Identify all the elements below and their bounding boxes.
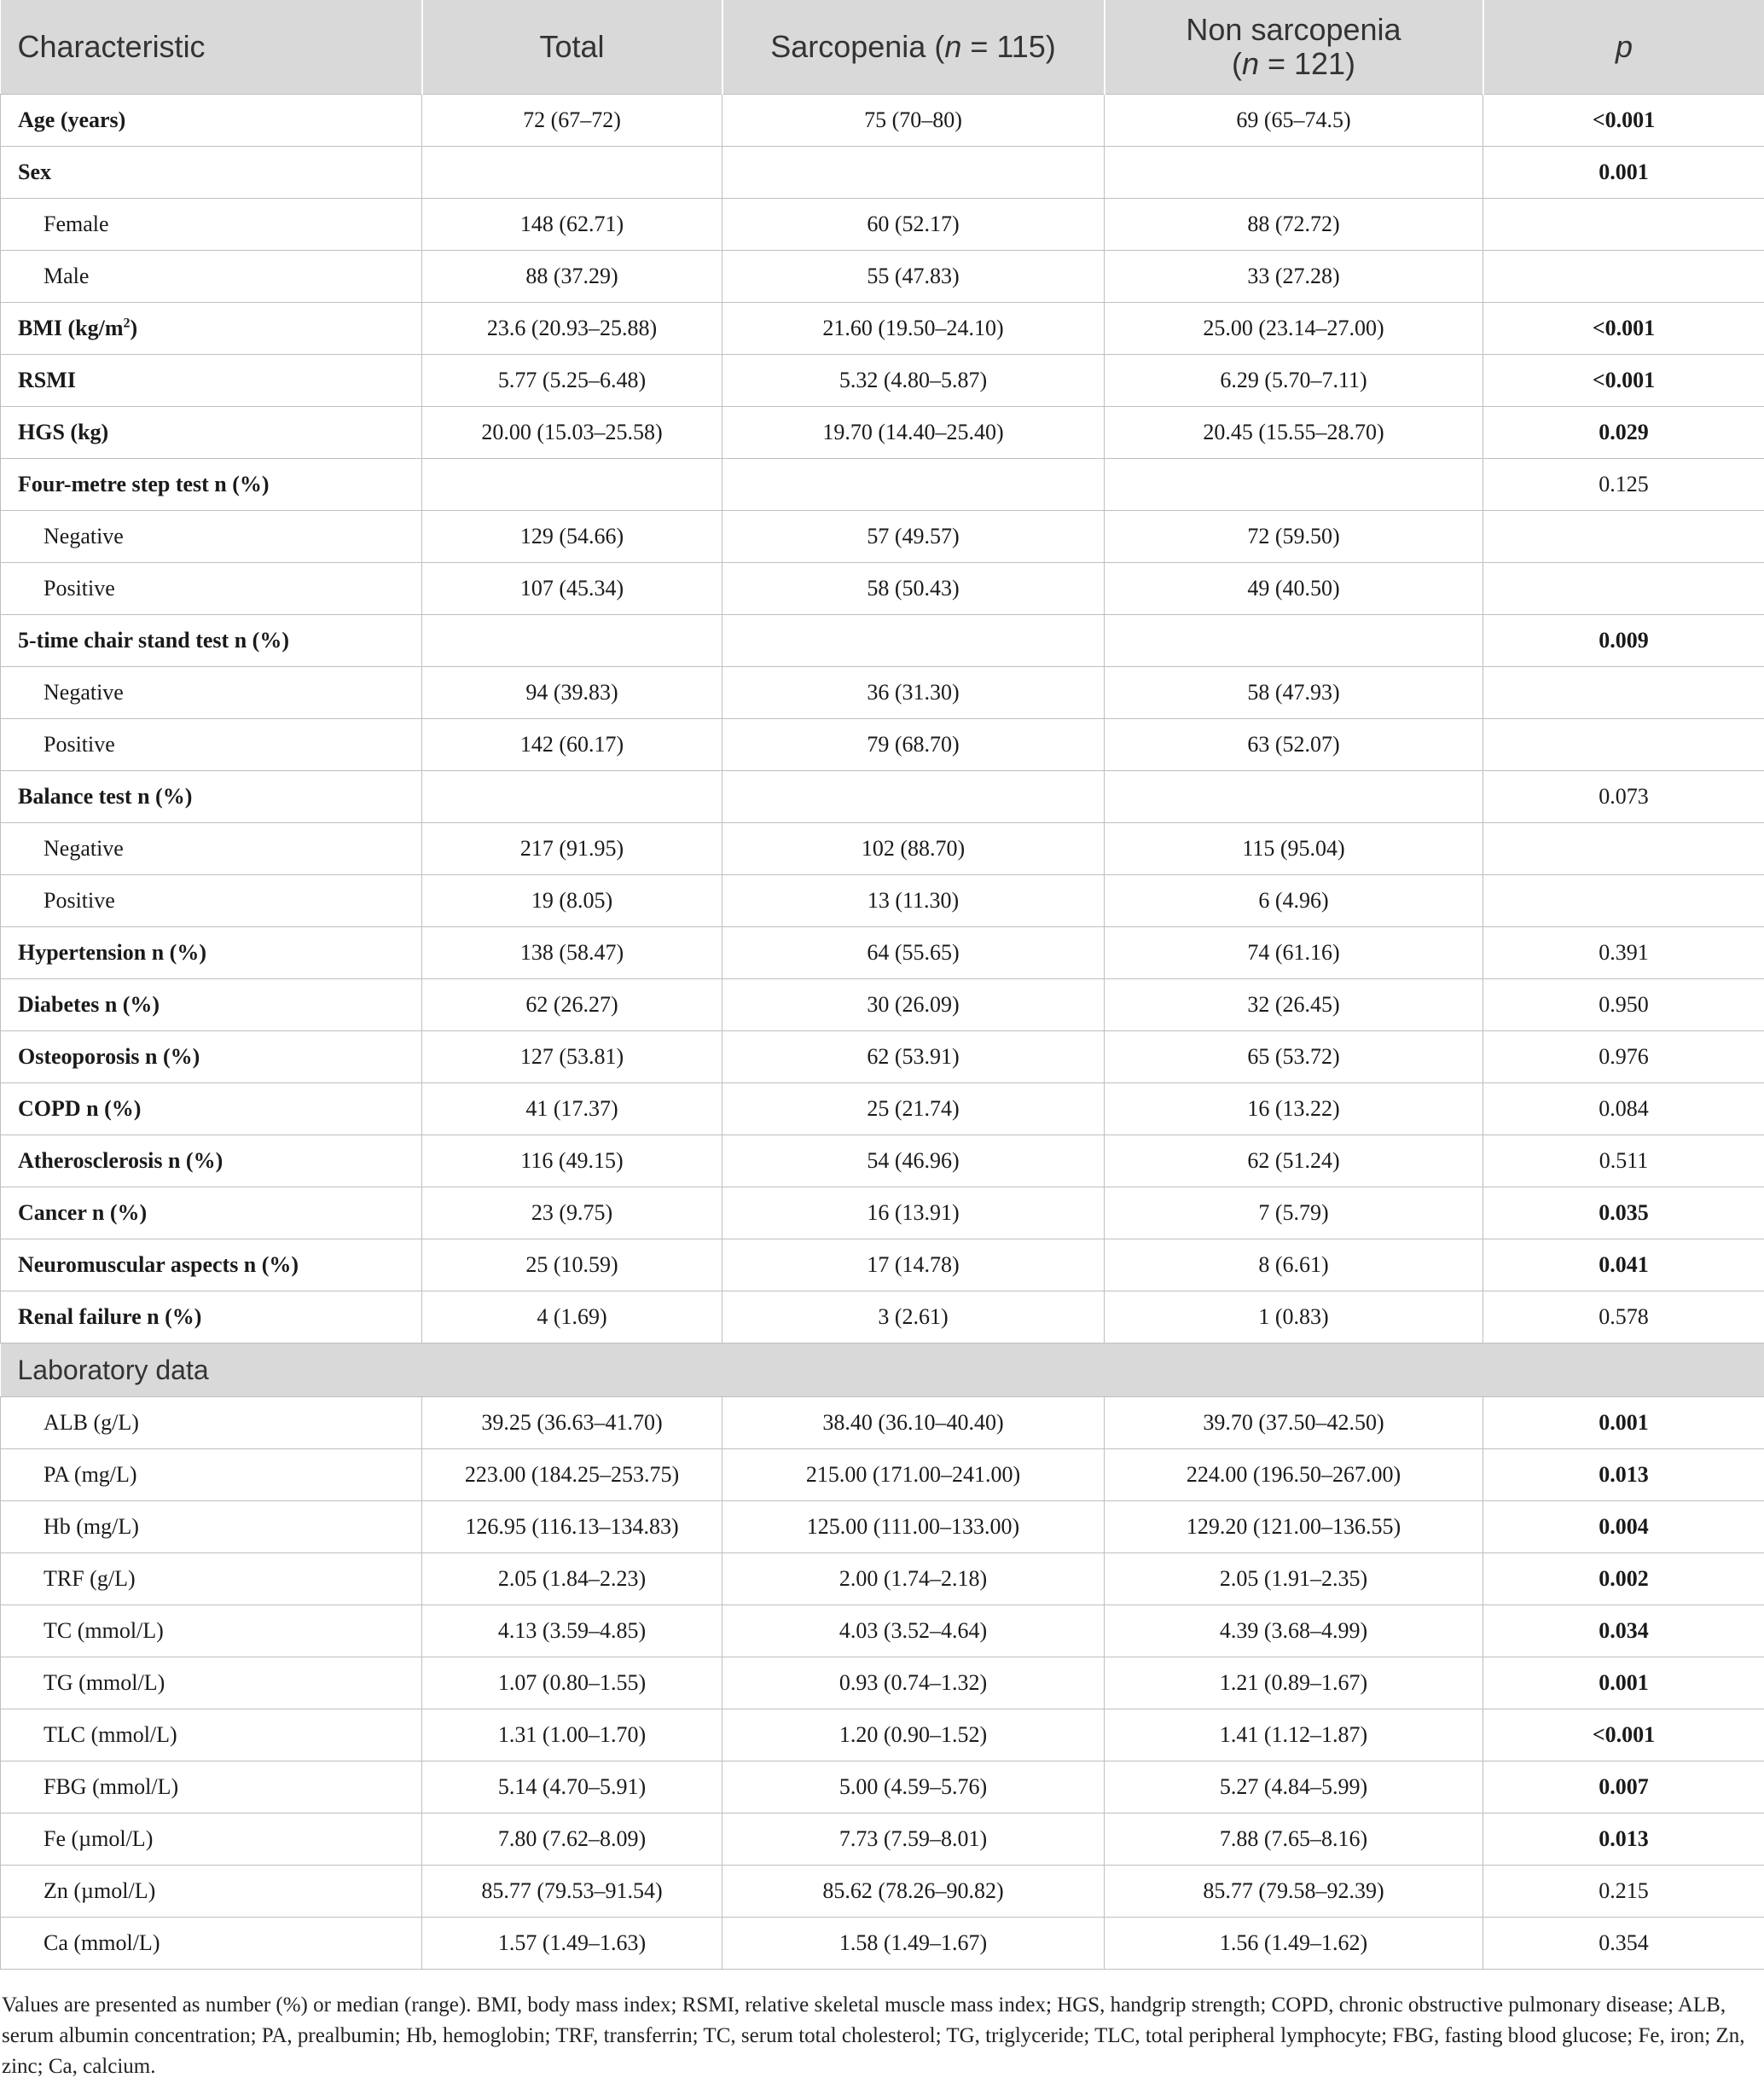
table-row: [1, 355, 1764, 407]
sarcopenia-cell: [722, 459, 1105, 511]
header-characteristic: Characteristic: [1, 0, 422, 95]
table-row: [1, 1187, 1764, 1239]
total-cell: 72 (67–72): [422, 95, 722, 147]
p-value-cell: 0.035: [1483, 1187, 1764, 1239]
table-row: [1, 303, 1764, 355]
sarcopenia-cell: 38.40 (36.10–40.40): [722, 1397, 1105, 1449]
total-cell: 5.14 (4.70–5.91): [422, 1761, 722, 1814]
total-cell: [422, 147, 722, 199]
total-cell: 223.00 (184.25–253.75): [422, 1449, 722, 1501]
p-value-cell: 0.013: [1483, 1814, 1764, 1866]
header-sarcopenia-prefix: Sarcopenia (: [770, 29, 945, 64]
row-label-superscript: 2: [123, 316, 131, 331]
non-sarcopenia-cell: 85.77 (79.58–92.39): [1105, 1866, 1483, 1918]
non-sarcopenia-cell: 1.41 (1.12–1.87): [1105, 1709, 1483, 1761]
p-value-cell: 0.004: [1483, 1501, 1764, 1553]
sarcopenia-cell: 64 (55.65): [722, 927, 1105, 979]
total-cell: 94 (39.83): [422, 667, 722, 719]
row-label-text: FBG (mmol/L): [44, 1774, 179, 1799]
sarcopenia-cell: 30 (26.09): [722, 979, 1105, 1031]
total-cell: 7.80 (7.62–8.09): [422, 1814, 722, 1866]
p-value-cell: 0.391: [1483, 927, 1764, 979]
sarcopenia-cell: 13 (11.30): [722, 875, 1105, 927]
table-row: [1, 615, 1764, 667]
row-label: [1, 1397, 422, 1449]
row-label: [1, 1605, 422, 1657]
total-cell: 1.31 (1.00–1.70): [422, 1709, 722, 1761]
table-row: [1, 1501, 1764, 1553]
sarcopenia-cell: 5.00 (4.59–5.76): [722, 1761, 1105, 1814]
non-sarcopenia-cell: 72 (59.50): [1105, 511, 1483, 563]
sarcopenia-cell: 1.58 (1.49–1.67): [722, 1918, 1105, 1970]
row-label-text: Positive: [44, 888, 115, 913]
p-value-cell: 0.125: [1483, 459, 1764, 511]
row-label: [1, 1291, 422, 1343]
sarcopenia-cell: 1.20 (0.90–1.52): [722, 1709, 1105, 1761]
header-sarcopenia-suffix: = 115): [961, 29, 1056, 64]
non-sarcopenia-cell: 39.70 (37.50–42.50): [1105, 1397, 1483, 1449]
p-value-cell: 0.009: [1483, 615, 1764, 667]
table-row: [1, 1761, 1764, 1814]
row-label: [1, 355, 422, 407]
total-cell: 126.95 (116.13–134.83): [422, 1501, 722, 1553]
row-label: [1, 1187, 422, 1239]
table-row: [1, 1135, 1764, 1187]
total-cell: [422, 615, 722, 667]
p-value-cell: <0.001: [1483, 303, 1764, 355]
row-label: [1, 1501, 422, 1553]
total-cell: 107 (45.34): [422, 563, 722, 615]
p-value-cell: 0.002: [1483, 1553, 1764, 1605]
row-label-text: Cancer n (%): [18, 1200, 148, 1225]
sarcopenia-cell: 2.00 (1.74–2.18): [722, 1553, 1105, 1605]
sarcopenia-cell: 60 (52.17): [722, 199, 1105, 251]
p-value-cell: 0.001: [1483, 1657, 1764, 1709]
table-row: [1, 1239, 1764, 1291]
sarcopenia-cell: [722, 615, 1105, 667]
row-label-text: Ca (mmol/L): [44, 1930, 160, 1955]
section-label: Laboratory data: [1, 1343, 1764, 1397]
p-value-cell: [1483, 511, 1764, 563]
non-sarcopenia-cell: 69 (65–74.5): [1105, 95, 1483, 147]
sarcopenia-cell: 79 (68.70): [722, 719, 1105, 771]
row-label: [1, 1449, 422, 1501]
total-cell: 23 (9.75): [422, 1187, 722, 1239]
total-cell: 39.25 (36.63–41.70): [422, 1397, 722, 1449]
p-value-cell: <0.001: [1483, 355, 1764, 407]
table-row: [1, 95, 1764, 147]
row-label-text: Sex: [18, 160, 51, 184]
p-value-cell: 0.041: [1483, 1239, 1764, 1291]
p-value-cell: 0.007: [1483, 1761, 1764, 1814]
total-cell: 62 (26.27): [422, 979, 722, 1031]
row-label-text: Osteoporosis n (%): [18, 1044, 200, 1069]
sarcopenia-cell: 75 (70–80): [722, 95, 1105, 147]
p-value-cell: [1483, 199, 1764, 251]
table-header: [1, 0, 1764, 95]
non-sarcopenia-cell: 74 (61.16): [1105, 927, 1483, 979]
sarcopenia-cell: 54 (46.96): [722, 1135, 1105, 1187]
p-value-cell: 0.950: [1483, 979, 1764, 1031]
row-label-text: Age (years): [18, 107, 126, 132]
total-cell: 41 (17.37): [422, 1083, 722, 1135]
row-label-text: Neuromuscular aspects n (%): [18, 1252, 299, 1277]
row-label: [1, 303, 422, 355]
total-cell: 20.00 (15.03–25.58): [422, 407, 722, 459]
row-label-text: Balance test n (%): [18, 784, 193, 809]
row-label: [1, 1135, 422, 1187]
p-value-cell: 0.084: [1483, 1083, 1764, 1135]
row-label: [1, 1239, 422, 1291]
total-cell: 129 (54.66): [422, 511, 722, 563]
sarcopenia-cell: 16 (13.91): [722, 1187, 1105, 1239]
row-label: [1, 563, 422, 615]
row-label-text: BMI (kg/m: [18, 316, 124, 340]
table-row: [1, 147, 1764, 199]
total-cell: 1.57 (1.49–1.63): [422, 1918, 722, 1970]
table-row: [1, 875, 1764, 927]
row-label: [1, 1083, 422, 1135]
row-label-text: HGS (kg): [18, 420, 109, 444]
total-cell: 4.13 (3.59–4.85): [422, 1605, 722, 1657]
p-value-cell: [1483, 563, 1764, 615]
non-sarcopenia-cell: 129.20 (121.00–136.55): [1105, 1501, 1483, 1553]
row-label: [1, 1709, 422, 1761]
p-value-cell: 0.215: [1483, 1866, 1764, 1918]
sarcopenia-cell: 5.32 (4.80–5.87): [722, 355, 1105, 407]
sarcopenia-cell: 215.00 (171.00–241.00): [722, 1449, 1105, 1501]
sarcopenia-cell: 7.73 (7.59–8.01): [722, 1814, 1105, 1866]
row-label: [1, 1553, 422, 1605]
total-cell: 116 (49.15): [422, 1135, 722, 1187]
table-footnote: Values are presented as number (%) or median (range). BMI, body mass index; RSMI, relative skeletal muscle mass index; HGS, handgrip strength; COPD, chronic obstructive pulmonary disease; ALB, serum albumin concentration; PA, prealbumin; Hb, hemoglobin; TRF, transferrin; TC, serum total cholesterol; TG, triglyceride; TLC, total peripheral lymphocyte; FBG, fasting blood glucose; Fe, iron; Zn, zinc; Ca, calcium.: [2, 1993, 1745, 2078]
sarcopenia-cell: [722, 147, 1105, 199]
total-cell: 23.6 (20.93–25.88): [422, 303, 722, 355]
row-label: [1, 199, 422, 251]
row-label-text: Positive: [44, 732, 115, 757]
non-sarcopenia-cell: 115 (95.04): [1105, 823, 1483, 875]
row-label-text: TRF (g/L): [44, 1566, 136, 1591]
non-sarcopenia-cell: 33 (27.28): [1105, 251, 1483, 303]
non-sarcopenia-cell: 62 (51.24): [1105, 1135, 1483, 1187]
total-cell: 127 (53.81): [422, 1031, 722, 1083]
sarcopenia-cell: 55 (47.83): [722, 251, 1105, 303]
row-label-text: Female: [44, 212, 109, 236]
header-total: Total: [422, 0, 722, 95]
non-sarcopenia-cell: [1105, 147, 1483, 199]
row-label-text: 5-time chair stand test n (%): [18, 628, 289, 653]
p-value-cell: [1483, 251, 1764, 303]
p-value-cell: 0.013: [1483, 1449, 1764, 1501]
sarcopenia-cell: 62 (53.91): [722, 1031, 1105, 1083]
table-row: [1, 1866, 1764, 1918]
sarcopenia-cell: 19.70 (14.40–25.40): [722, 407, 1105, 459]
header-non-sarcopenia: [1105, 0, 1483, 95]
total-cell: 19 (8.05): [422, 875, 722, 927]
sarcopenia-cell: 58 (50.43): [722, 563, 1105, 615]
sarcopenia-cell: 57 (49.57): [722, 511, 1105, 563]
p-value-cell: <0.001: [1483, 1709, 1764, 1761]
non-sarcopenia-cell: 1.21 (0.89–1.67): [1105, 1657, 1483, 1709]
total-cell: 142 (60.17): [422, 719, 722, 771]
table-body: [1, 95, 1764, 1970]
sarcopenia-cell: 125.00 (111.00–133.00): [722, 1501, 1105, 1553]
row-label-text: Negative: [44, 524, 124, 548]
p-value-cell: 0.578: [1483, 1291, 1764, 1343]
row-label: [1, 823, 422, 875]
table-row: [1, 1814, 1764, 1866]
non-sarcopenia-cell: 16 (13.22): [1105, 1083, 1483, 1135]
table-row: [1, 1397, 1764, 1449]
total-cell: 1.07 (0.80–1.55): [422, 1657, 722, 1709]
p-value-cell: 0.034: [1483, 1605, 1764, 1657]
row-label: [1, 459, 422, 511]
total-cell: 4 (1.69): [422, 1291, 722, 1343]
header-p-label: p: [1615, 29, 1633, 64]
row-label: [1, 979, 422, 1031]
p-value-cell: [1483, 719, 1764, 771]
row-label: [1, 1814, 422, 1866]
non-sarcopenia-cell: 63 (52.07): [1105, 719, 1483, 771]
sarcopenia-cell: [722, 771, 1105, 823]
total-cell: 2.05 (1.84–2.23): [422, 1553, 722, 1605]
p-value-cell: 0.354: [1483, 1918, 1764, 1970]
row-label: [1, 875, 422, 927]
row-label-text: PA (mg/L): [44, 1462, 137, 1487]
row-label: [1, 407, 422, 459]
sarcopenia-cell: 4.03 (3.52–4.64): [722, 1605, 1105, 1657]
total-cell: 148 (62.71): [422, 199, 722, 251]
row-label-text: Negative: [44, 680, 124, 705]
non-sarcopenia-cell: [1105, 615, 1483, 667]
sarcopenia-cell: 102 (88.70): [722, 823, 1105, 875]
row-label: [1, 1761, 422, 1814]
non-sarcopenia-cell: 4.39 (3.68–4.99): [1105, 1605, 1483, 1657]
total-cell: 217 (91.95): [422, 823, 722, 875]
p-value-cell: <0.001: [1483, 95, 1764, 147]
total-cell: [422, 459, 722, 511]
row-label-text: Male: [44, 264, 90, 288]
row-label: [1, 667, 422, 719]
header-non-suffix: = 121): [1258, 46, 1356, 81]
non-sarcopenia-cell: [1105, 771, 1483, 823]
row-label: [1, 95, 422, 147]
table-row: [1, 1291, 1764, 1343]
row-label-end: ): [130, 316, 138, 340]
row-label-text: Diabetes n (%): [18, 992, 160, 1017]
row-label-text: Negative: [44, 836, 124, 861]
row-label-text: RSMI: [18, 368, 76, 392]
table-row: [1, 719, 1764, 771]
non-sarcopenia-cell: 7 (5.79): [1105, 1187, 1483, 1239]
row-label-text: Positive: [44, 576, 115, 601]
row-label-text: TC (mmol/L): [44, 1618, 164, 1643]
non-sarcopenia-cell: 65 (53.72): [1105, 1031, 1483, 1083]
total-cell: [422, 771, 722, 823]
table-row: [1, 251, 1764, 303]
sarcopenia-cell: 85.62 (78.26–90.82): [722, 1866, 1105, 1918]
sarcopenia-cell: 3 (2.61): [722, 1291, 1105, 1343]
table-row: [1, 459, 1764, 511]
non-sarcopenia-cell: 1 (0.83): [1105, 1291, 1483, 1343]
row-label: [1, 927, 422, 979]
non-sarcopenia-cell: 5.27 (4.84–5.99): [1105, 1761, 1483, 1814]
table-row: [1, 407, 1764, 459]
p-value-cell: 0.001: [1483, 147, 1764, 199]
header-sarcopenia-n: n: [944, 29, 962, 64]
header-non-n: n: [1241, 46, 1259, 81]
p-value-cell: [1483, 823, 1764, 875]
row-label-text: Zn (µmol/L): [44, 1878, 156, 1903]
p-value-cell: 0.976: [1483, 1031, 1764, 1083]
row-label: [1, 1657, 422, 1709]
non-sarcopenia-cell: 20.45 (15.55–28.70): [1105, 407, 1483, 459]
non-sarcopenia-cell: [1105, 459, 1483, 511]
p-value-cell: 0.001: [1483, 1397, 1764, 1449]
sarcopenia-cell: 21.60 (19.50–24.10): [722, 303, 1105, 355]
table-row: [1, 199, 1764, 251]
non-sarcopenia-cell: 7.88 (7.65–8.16): [1105, 1814, 1483, 1866]
row-label: [1, 615, 422, 667]
non-sarcopenia-cell: 88 (72.72): [1105, 199, 1483, 251]
sarcopenia-cell: 36 (31.30): [722, 667, 1105, 719]
non-sarcopenia-cell: 32 (26.45): [1105, 979, 1483, 1031]
section-row-laboratory: [1, 1343, 1764, 1397]
non-sarcopenia-cell: 6.29 (5.70–7.11): [1105, 355, 1483, 407]
non-sarcopenia-cell: 58 (47.93): [1105, 667, 1483, 719]
row-label: [1, 147, 422, 199]
row-label-text: Hb (mg/L): [44, 1514, 139, 1539]
non-sarcopenia-cell: 6 (4.96): [1105, 875, 1483, 927]
row-label-text: Atherosclerosis n (%): [18, 1148, 223, 1173]
header-row: [1, 0, 1764, 95]
table-row: [1, 511, 1764, 563]
table-row: [1, 771, 1764, 823]
sarcopenia-cell: 0.93 (0.74–1.32): [722, 1657, 1105, 1709]
table-row: [1, 823, 1764, 875]
row-label: [1, 771, 422, 823]
row-label: [1, 1918, 422, 1970]
row-label-text: Hypertension n (%): [18, 940, 206, 965]
non-sarcopenia-cell: 2.05 (1.91–2.35): [1105, 1553, 1483, 1605]
header-non-line1: Non sarcopenia: [1186, 12, 1401, 47]
table-row: [1, 1657, 1764, 1709]
row-label: [1, 511, 422, 563]
row-label: [1, 1031, 422, 1083]
header-non-prefix: (: [1231, 46, 1242, 81]
p-value-cell: 0.029: [1483, 407, 1764, 459]
table-row: [1, 1083, 1764, 1135]
total-cell: 88 (37.29): [422, 251, 722, 303]
row-label-text: TLC (mmol/L): [44, 1722, 177, 1747]
total-cell: 5.77 (5.25–6.48): [422, 355, 722, 407]
sarcopenia-cell: 25 (21.74): [722, 1083, 1105, 1135]
row-label-text: TG (mmol/L): [44, 1670, 165, 1695]
row-label-text: COPD n (%): [18, 1096, 142, 1121]
row-label: [1, 719, 422, 771]
non-sarcopenia-cell: 49 (40.50): [1105, 563, 1483, 615]
row-label: [1, 251, 422, 303]
non-sarcopenia-cell: 224.00 (196.50–267.00): [1105, 1449, 1483, 1501]
header-p: [1483, 0, 1764, 95]
row-label-text: Fe (µmol/L): [44, 1826, 154, 1851]
non-sarcopenia-cell: 1.56 (1.49–1.62): [1105, 1918, 1483, 1970]
row-label-text: ALB (g/L): [44, 1410, 139, 1435]
table-row: [1, 927, 1764, 979]
table-row: [1, 1605, 1764, 1657]
row-label: [1, 1866, 422, 1918]
table-row: [1, 563, 1764, 615]
p-value-cell: [1483, 667, 1764, 719]
p-value-cell: [1483, 875, 1764, 927]
total-cell: 138 (58.47): [422, 927, 722, 979]
table-row: [1, 1918, 1764, 1970]
row-label-text: Four-metre step test n (%): [18, 472, 270, 496]
p-value-cell: 0.073: [1483, 771, 1764, 823]
total-cell: 25 (10.59): [422, 1239, 722, 1291]
table-row: [1, 1553, 1764, 1605]
table-row: [1, 1449, 1764, 1501]
sarcopenia-cell: 17 (14.78): [722, 1239, 1105, 1291]
table-row: [1, 1709, 1764, 1761]
total-cell: 85.77 (79.53–91.54): [422, 1866, 722, 1918]
table-row: [1, 979, 1764, 1031]
row-label-text: Renal failure n (%): [18, 1304, 202, 1329]
p-value-cell: 0.511: [1483, 1135, 1764, 1187]
header-sarcopenia: [722, 0, 1105, 95]
non-sarcopenia-cell: 25.00 (23.14–27.00): [1105, 303, 1483, 355]
table-row: [1, 667, 1764, 719]
table-row: [1, 1031, 1764, 1083]
non-sarcopenia-cell: 8 (6.61): [1105, 1239, 1483, 1291]
